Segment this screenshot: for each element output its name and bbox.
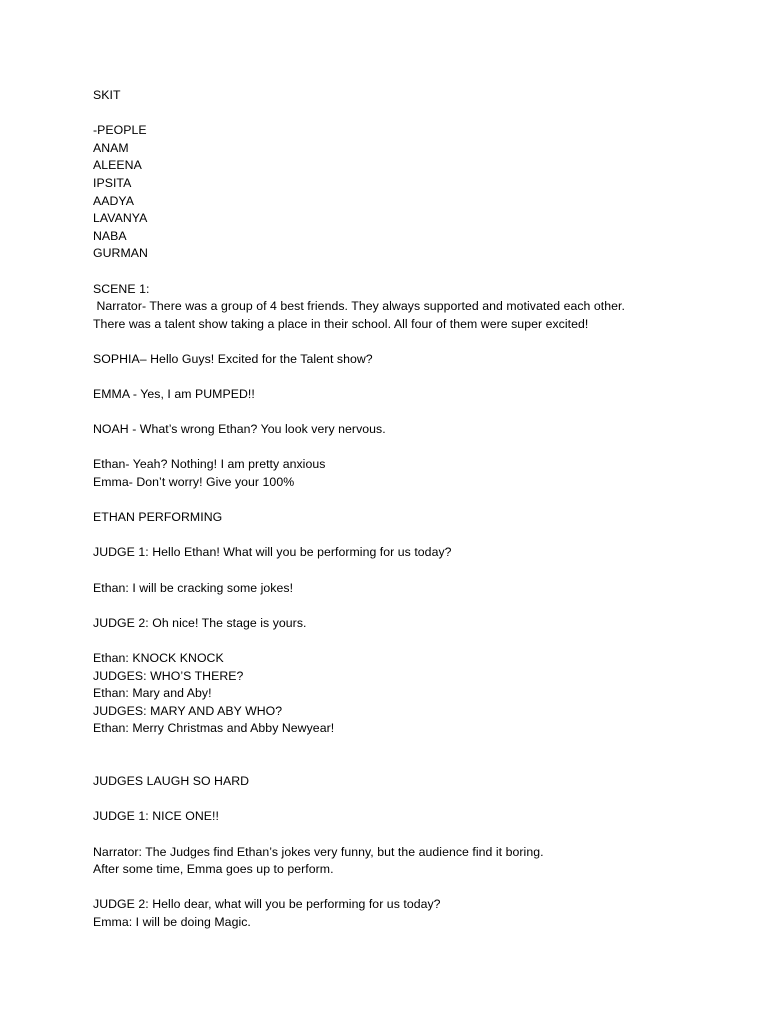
dialogue-line: JUDGE 1: Hello Ethan! What will you be performing for us today? — [93, 545, 452, 560]
spacer — [93, 597, 733, 615]
spacer — [93, 105, 733, 123]
dialogue-line: JUDGES: MARY AND ABY WHO? — [93, 703, 283, 718]
person-name: LAVANYA — [93, 211, 148, 226]
person-name: ANAM — [93, 140, 129, 155]
spacer — [93, 738, 733, 756]
spacer — [93, 791, 733, 809]
spacer — [93, 632, 733, 650]
people-heading: -PEOPLE — [93, 123, 147, 138]
spacer — [93, 527, 733, 545]
narrator-line: After some time, Emma goes up to perform. — [93, 862, 334, 877]
spacer — [93, 826, 733, 844]
dialogue-line: JUDGE 1: NICE ONE!! — [93, 809, 219, 824]
dialogue-line: Emma- Don’t worry! Give your 100% — [93, 475, 295, 490]
dialogue-line: Ethan: Merry Christmas and Abby Newyear! — [93, 721, 335, 736]
person-name: ALEENA — [93, 158, 142, 173]
spacer — [93, 369, 733, 387]
dialogue-line: JUDGE 2: Hello dear, what will you be performing for us today? — [93, 897, 441, 912]
scene-heading: SCENE 1: — [93, 281, 150, 296]
spacer — [93, 492, 733, 510]
dialogue-line: Ethan: Mary and Aby! — [93, 686, 212, 701]
spacer — [93, 439, 733, 457]
person-name: AADYA — [93, 193, 135, 208]
person-name: NABA — [93, 228, 127, 243]
dialogue-line: Ethan: I will be cracking some jokes! — [93, 580, 294, 595]
spacer — [93, 333, 733, 351]
dialogue-line: JUDGE 2: Oh nice! The stage is yours. — [93, 615, 307, 630]
narrator-line: Narrator- There was a group of 4 best friends. They always supported and motivated each other. — [93, 299, 625, 314]
spacer — [93, 756, 733, 774]
stage-direction: ETHAN PERFORMING — [93, 510, 223, 525]
dialogue-line: Emma: I will be doing Magic. — [93, 914, 251, 929]
narrator-line: Narrator: The Judges find Ethan’s jokes very funny, but the audience find it boring. — [93, 844, 544, 859]
person-name: IPSITA — [93, 175, 132, 190]
document-page — [93, 87, 733, 932]
document-title: SKIT — [93, 88, 121, 102]
stage-direction: JUDGES LAUGH SO HARD — [93, 774, 250, 789]
dialogue-line: Ethan: KNOCK KNOCK — [93, 651, 224, 665]
spacer — [93, 404, 733, 422]
spacer — [93, 562, 733, 580]
narrator-line: There was a talent show taking a place in their school. All four of them were super excited! — [93, 316, 589, 331]
spacer — [93, 263, 733, 281]
dialogue-line: EMMA - Yes, I am PUMPED!! — [93, 387, 255, 402]
dialogue-line: JUDGES: WHO’S THERE? — [93, 668, 244, 683]
dialogue-line: Ethan- Yeah? Nothing! I am pretty anxious — [93, 457, 326, 472]
spacer — [93, 879, 733, 897]
dialogue-line: SOPHIA– Hello Guys! Excited for the Talent show? — [93, 351, 373, 366]
person-name: GURMAN — [93, 246, 148, 261]
dialogue-line: NOAH - What’s wrong Ethan? You look very nervous. — [93, 422, 386, 437]
